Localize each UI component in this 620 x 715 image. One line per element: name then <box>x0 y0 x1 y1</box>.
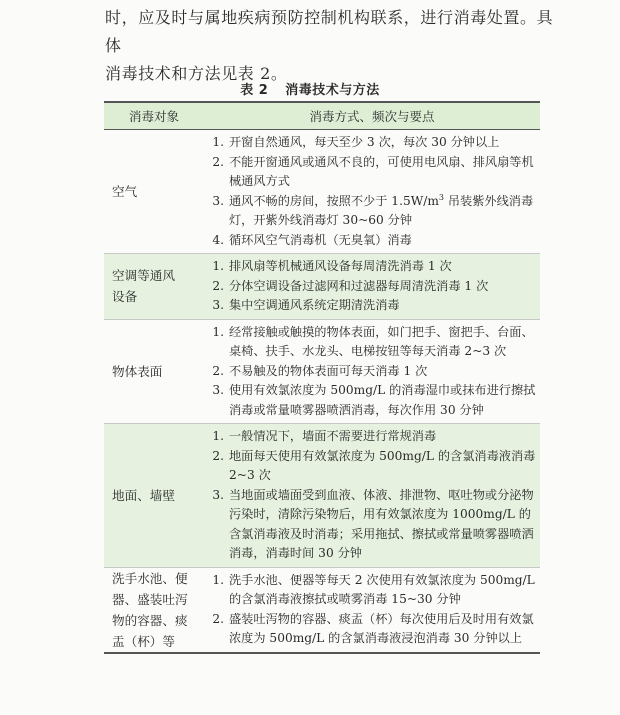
item-number: 2. <box>212 278 224 293</box>
row-methods <box>204 130 540 254</box>
item-text: 经常接触或触摸的物体表面，如门把手、窗把手、台面、桌椅、扶手、水龙头、电梯按钮等每天消毒 2~3 次 <box>229 324 534 358</box>
object-text: 洗手水池、便 <box>112 570 188 586</box>
item-text: 开窗自然通风，每天至少 3 次，每次 30 分钟以上 <box>229 135 500 149</box>
disinfection-table <box>104 101 540 654</box>
list-item <box>204 362 536 382</box>
table-row <box>104 130 540 254</box>
table-row <box>104 319 540 424</box>
item-text-after: 吊装紫外线消毒灯，开紫外线消毒灯 30~60 分钟 <box>229 193 534 227</box>
item-number: 1. <box>212 324 224 339</box>
row-object-ventilation <box>104 254 204 320</box>
item-text: 排风扇等机械通风设备每周清洗消毒 1 次 <box>229 259 452 273</box>
object-text: 器、盛装吐泻 <box>112 591 188 607</box>
item-text: 一般情况下，墙面不需要进行常规消毒 <box>229 429 437 443</box>
item-text: 当地面或墙面受到血液、体液、排泄物、呕吐物或分泌物污染时，清除污染物后，用有效氯浓度为 1000mg/L 的含氯消毒液及时消毒；采用拖拭、擦拭或常量喷雾器喷洒消毒，消毒时间 30 分钟 <box>229 487 534 560</box>
row-methods <box>204 254 540 320</box>
table-caption-title: 消毒技术与方法 <box>285 83 380 98</box>
table-header-row <box>104 102 540 130</box>
intro-paragraph <box>105 4 555 88</box>
item-number: 3. <box>212 193 224 208</box>
item-number: 3. <box>212 487 224 502</box>
item-number: 3. <box>212 383 224 397</box>
row-object-floors-walls <box>104 424 204 568</box>
object-text: 设备 <box>112 289 138 305</box>
item-text: 地面每天使用有效氯浓度为 500mg/L 的含氯消毒液消毒 2~3 次 <box>229 448 536 482</box>
item-number: 2. <box>212 448 224 463</box>
table-row <box>104 567 540 653</box>
item-number: 4. <box>212 232 224 247</box>
superscript: 3 <box>438 192 444 202</box>
item-text: 使用有效氯浓度为 500mg/L 的消毒湿巾或抹布进行擦拭消毒或常量喷雾器喷洒消毒，每次作用 30 分钟 <box>229 383 536 417</box>
item-number: 2. <box>212 154 224 169</box>
item-text: 循环风空气消毒机（无臭氧）消毒 <box>229 232 412 247</box>
item-text: 不能开窗通风或通风不良的，可使用电风扇、排风扇等机械通风方式 <box>229 154 534 188</box>
table-caption <box>0 79 620 98</box>
list-item <box>204 571 536 610</box>
row-methods <box>204 424 540 568</box>
list-item <box>204 447 536 486</box>
list-item <box>204 296 536 316</box>
row-object-air <box>104 130 204 254</box>
list-item <box>204 323 536 362</box>
row-methods <box>204 567 540 653</box>
row-object-sinks-containers <box>104 567 204 653</box>
intro-line-1: 时，应及时与属地疾病预防控制机构联系，进行消毒处置。具体 <box>105 8 554 55</box>
item-text: 洗手水池、便器等每天 2 次使用有效氯浓度为 500mg/L 的含氯消毒液擦拭或喷雾消毒 15~30 分钟 <box>229 572 535 606</box>
table-row <box>104 424 540 568</box>
list-item <box>204 277 536 297</box>
list-item <box>204 231 536 251</box>
list-item <box>204 257 536 277</box>
list-item <box>204 153 536 192</box>
header-object: 消毒对象 <box>104 102 204 130</box>
object-text: 物的容器、痰 <box>112 612 188 628</box>
object-text: 物体表面 <box>112 363 163 379</box>
item-text <box>229 192 536 231</box>
object-text: 盂（杯）等 <box>112 633 175 649</box>
item-number: 1. <box>212 572 224 587</box>
list-item <box>204 486 536 564</box>
item-text: 分体空调设备过滤网和过滤器每周清洗消毒 1 次 <box>229 278 489 293</box>
table-row <box>104 254 540 320</box>
item-text: 集中空调通风系统定期清洗消毒 <box>229 298 400 312</box>
list-item <box>204 610 536 649</box>
intro-line-2: 消毒技术和方法见表 2。 <box>105 64 288 83</box>
list-item <box>204 381 536 420</box>
item-number: 1. <box>212 135 224 149</box>
item-number: 1. <box>212 429 224 443</box>
table-caption-label: 表 2 <box>240 83 269 98</box>
header-method: 消毒方式、频次与要点 <box>204 102 540 130</box>
object-text: 地面、墙壁 <box>112 487 175 503</box>
item-number: 1. <box>212 259 224 273</box>
list-item <box>204 133 536 153</box>
item-text: 盛装吐泻物的容器、痰盂（杯）每次使用后及时用有效氯浓度为 500mg/L 的含氯消毒液浸泡消毒 30 分钟以上 <box>229 611 534 645</box>
row-object-surfaces <box>104 319 204 424</box>
object-text: 空气 <box>112 184 138 199</box>
list-item <box>204 427 536 447</box>
item-text: 不易触及的物体表面可每天消毒 1 次 <box>229 363 428 378</box>
item-number: 3. <box>212 298 224 312</box>
object-text: 空调等通风 <box>112 268 175 284</box>
item-number: 2. <box>212 611 224 626</box>
list-item <box>204 192 536 231</box>
row-methods <box>204 319 540 424</box>
item-number: 2. <box>212 363 224 378</box>
item-text-before: 通风不畅的房间，按照不少于 1.5W/m <box>229 193 439 208</box>
